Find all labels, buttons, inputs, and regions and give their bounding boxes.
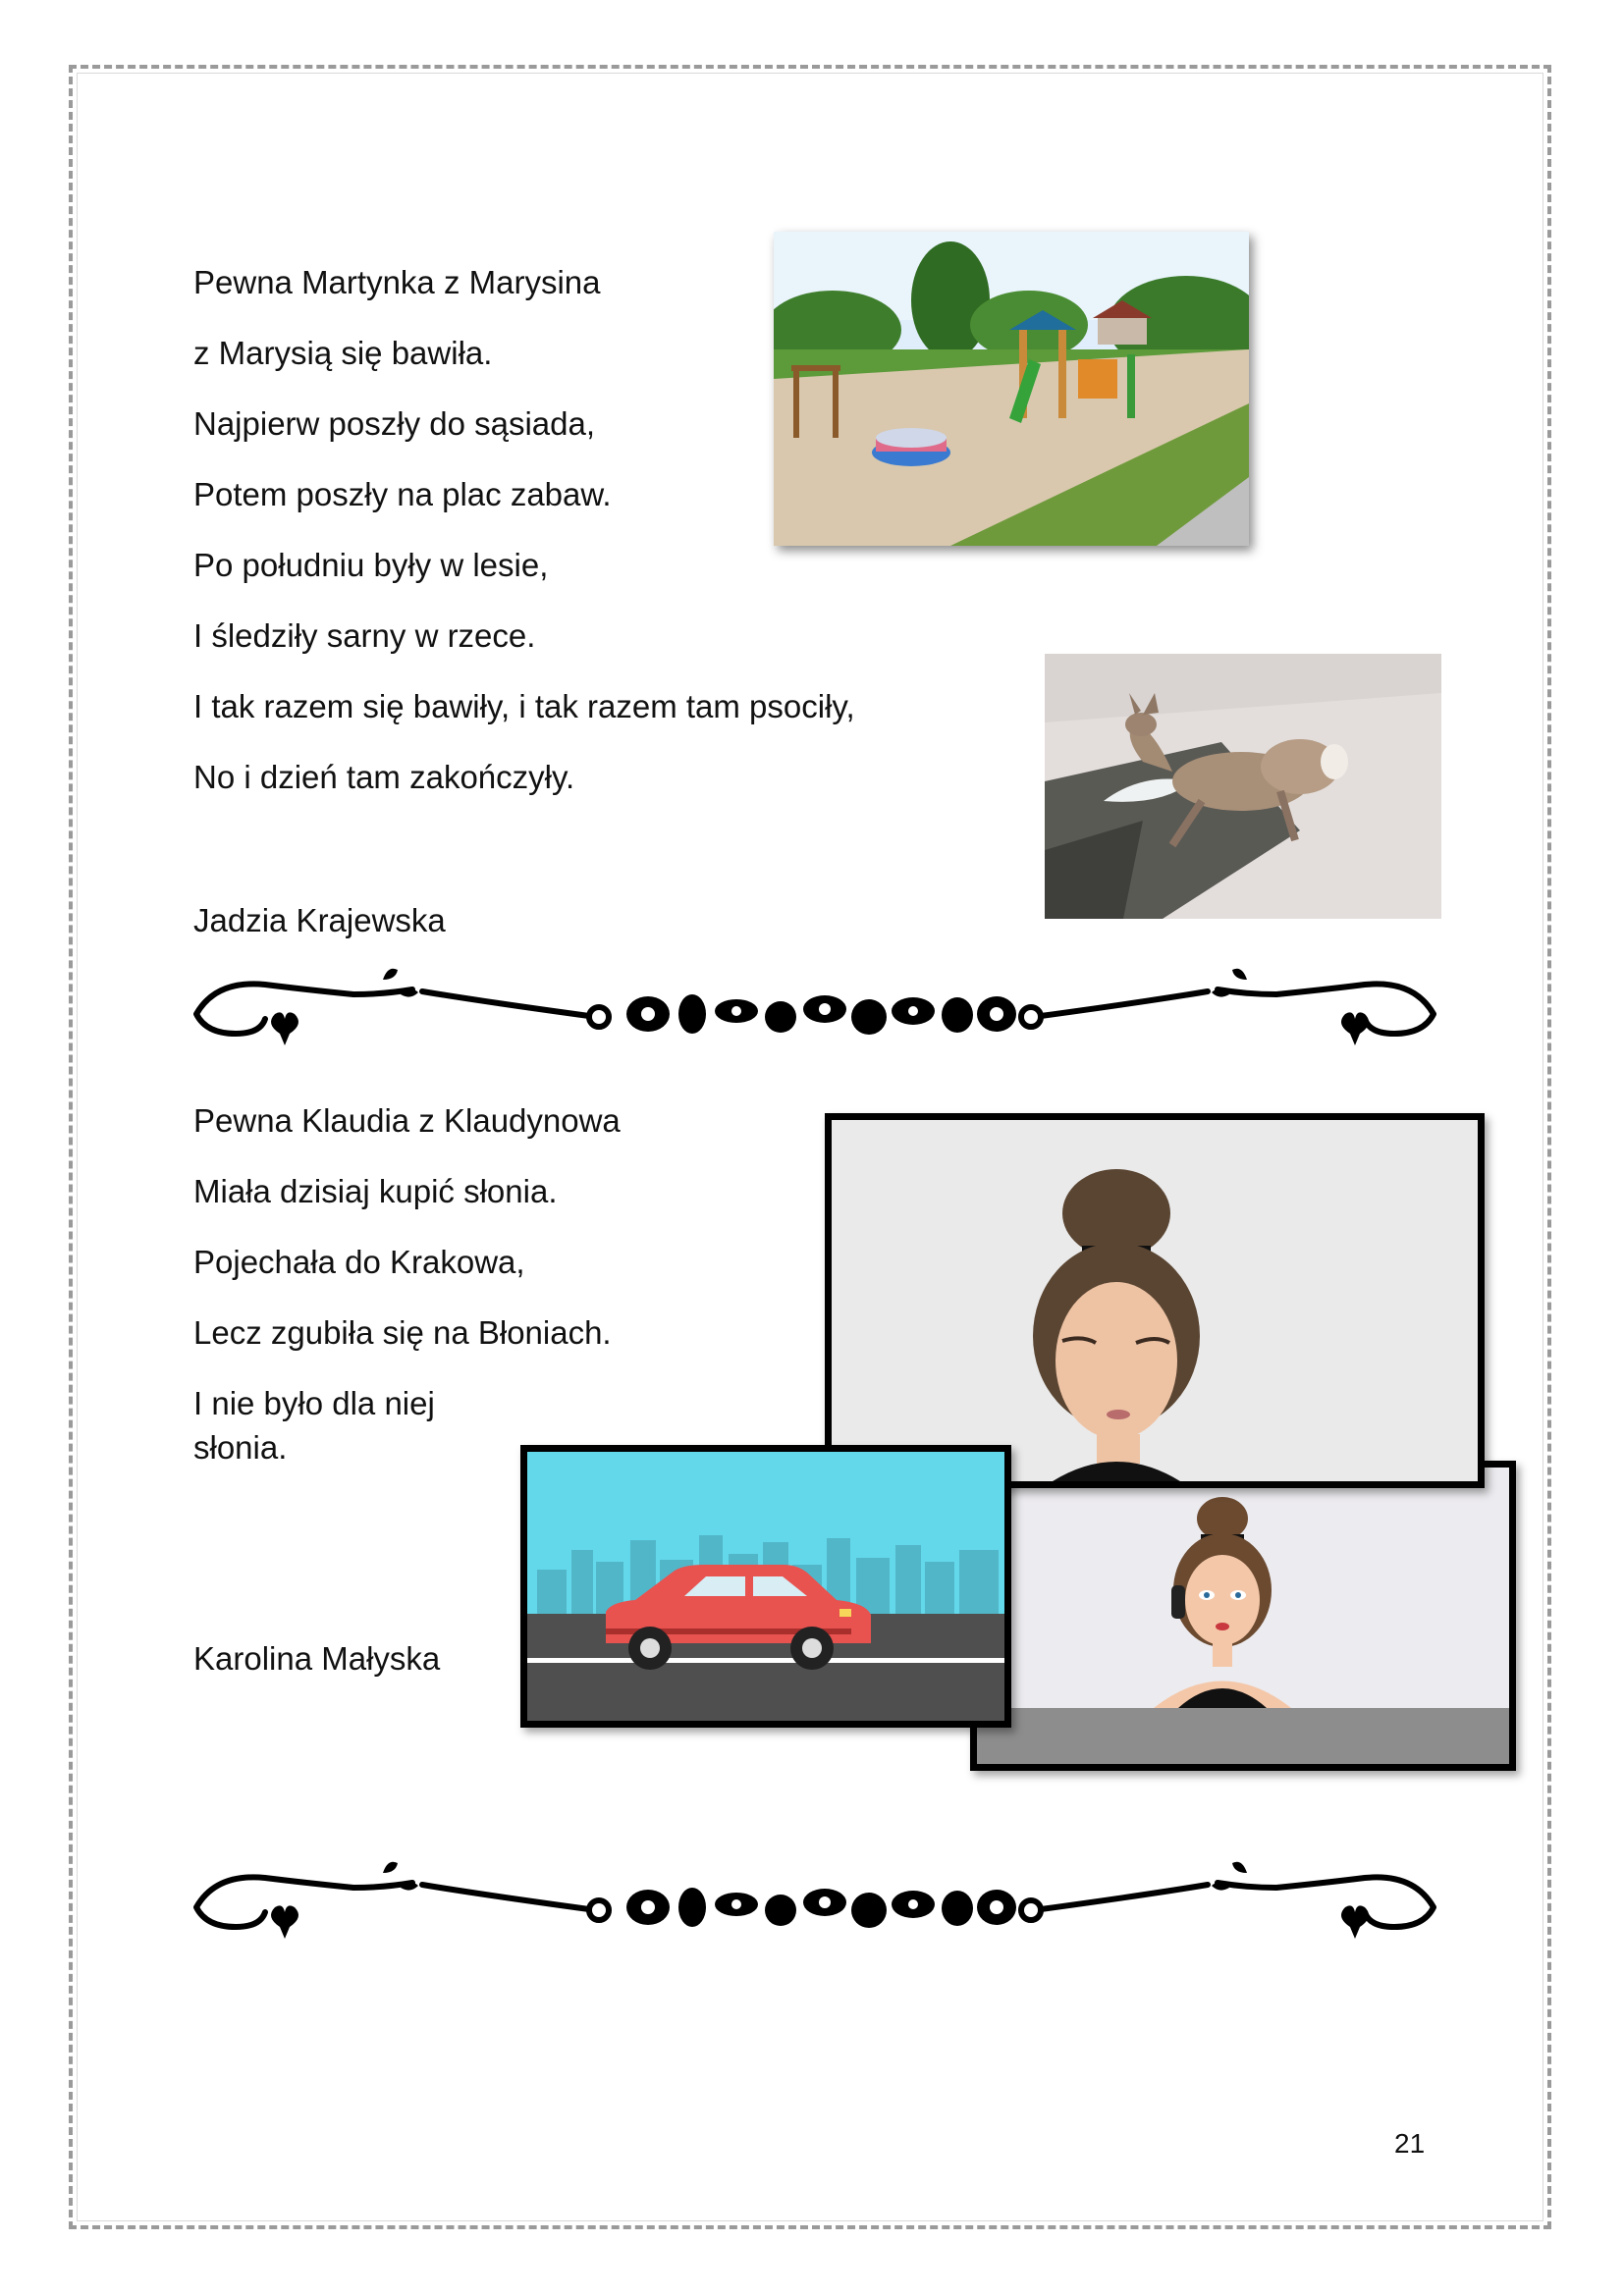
ornamental-divider — [187, 960, 1443, 1068]
ornamental-divider — [187, 1853, 1443, 1961]
cartoon-girl-closeup — [825, 1113, 1485, 1488]
cartoon-girl-on-phone — [970, 1461, 1516, 1771]
poem-1-line: Potem poszły na plac zabaw. — [193, 476, 612, 512]
poem-2-line: I nie było dla niej — [193, 1385, 435, 1421]
poem-1-author: Jadzia Krajewska — [193, 902, 446, 938]
poem-2-line: Lecz zgubiła się na Błoniach. — [193, 1314, 612, 1351]
playground-photo — [774, 232, 1249, 546]
poem-1-line: Po południu były w lesie, — [193, 547, 549, 583]
poem-1-line: z Marysią się bawiła. — [193, 335, 493, 371]
poem-2-line: Miała dzisiaj kupić słonia. — [193, 1173, 558, 1209]
poem-2-line: Pojechała do Krakowa, — [193, 1244, 525, 1280]
page-number: 21 — [1394, 2128, 1426, 2159]
poem-2-line: słonia. — [193, 1429, 288, 1466]
red-car-on-road — [520, 1445, 1011, 1728]
poem-1-line: Najpierw poszły do sąsiada, — [193, 405, 596, 442]
poem-1-line: I tak razem się bawiły, i tak razem tam psociły, — [193, 688, 855, 724]
poem-2-author: Karolina Małyska — [193, 1640, 441, 1677]
deer-in-river-photo — [1045, 654, 1441, 919]
poem-1-line: Pewna Martynka z Marysina — [193, 264, 601, 300]
poem-2-line: Pewna Klaudia z Klaudynowa — [193, 1102, 621, 1139]
poem-1-line: No i dzień tam zakończyły. — [193, 759, 575, 795]
poem-1-line: I śledziły sarny w rzece. — [193, 617, 536, 654]
